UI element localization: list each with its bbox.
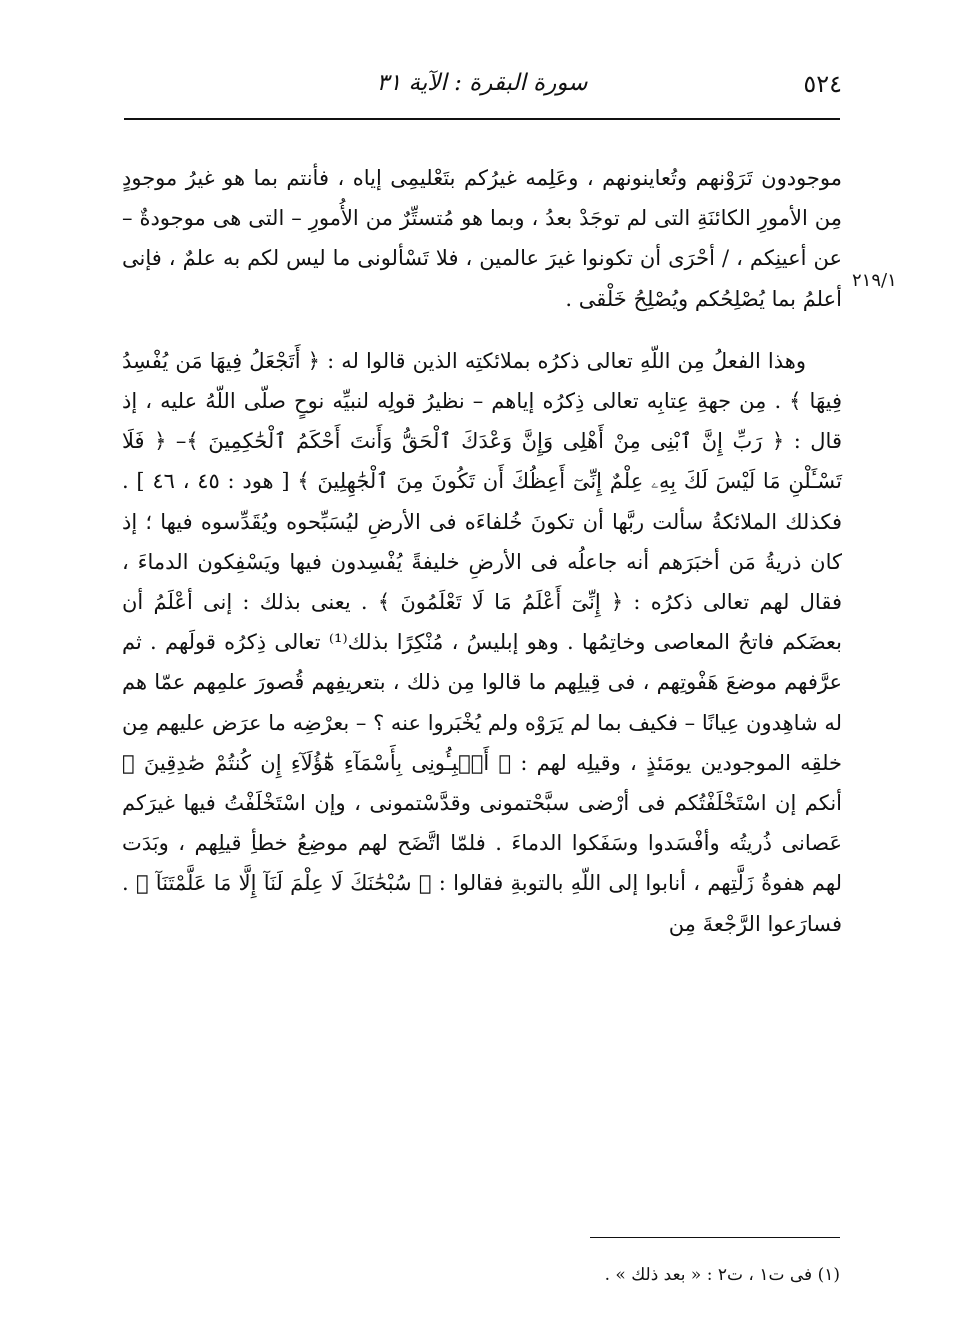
margin-reference: ٢١٩/١ (852, 270, 897, 291)
paragraph: وهذا الفعلُ مِن اللّهِ تعالى ذكرُه بملائكتِه الذين قالوا له : ﴿ أَتَجْعَلُ فِيهَا مَن يُفْسِدُ فِيهَا ﴾ . مِن جهةِ عِتابِه تعالى ذِكرُه إياهم – نظيرُ قولِه لنبيِّه نوحٍ صلّى اللّهُ عليه ، إذ قال : ﴿ رَبِّ إِنَّ ٱبْنِى مِنْ أَهْلِى وَإِنَّ وَعْدَكَ ٱلْحَقُّ وَأَنتَ أَحْكَمُ ٱلْحَٰكِمِينَ ﴾– ﴿ فَلَا تَسْـَٔلْنِ مَا لَيْسَ لَكَ بِهِۦ عِلْمٌ إِنِّىٓ أَعِظُكَ أَن تَكُونَ مِنَ ٱلْجَٰهِلِينَ ﴾ [ هود : ٤٥ ، ٤٦ ] . فكذلك الملائكةُ سألت ربَّها أن تكونَ خُلفاءَه فى الأرضِ ليُسَبِّحوه ويُقَدِّسوه فيها ؛ إذ كان ذريةُ مَن أخبَرَهم أنه جاعلُه فى الأرضِ خليفةً يُفْسِدون فيها ويَسْفِكون الدماءَ ، فقال لهم تعالى ذكرُه : ﴿ إِنِّىٓ أَعْلَمُ مَا لَا تَعْلَمُونَ ﴾ . يعنى بذلك : إنى أعْلَمُ أن بعضَكم فاتحُ المعاصى وخاتِمُها . وهو إبليسُ ، مُنْكِرًا بذلك⁽¹⁾ تعالى ذِكرُه قولَهم . ثم عرَّفهم موضعَ هَفْوتِهم ، فى قِيلِهم ما قالوا مِن ذلك ، بتعريفِهم قُصورَ علمِهم عمّا هم له شاهِدون عِيانًا – فكيف بما لم يَرَوْه ولم يُخْبَروا عنه ؟ – بعرْضِه ما عرَض عليهم مِن خلقِه الموجودين يومَئذٍ ، وقيلِه لهم : ﴿ أَنۢبِـُٔونِى بِأَسْمَآءِ هَٰٓؤُلَآءِ إِن كُنتُمْ صَٰدِقِينَ ﴾ أنكم إن اسْتَخْلَفْتُكم فى أرْضى سبَّحْتمونى وقدَّسْتمونى ، وإن اسْتَخْلَفْتُ فيها غيرَكم عَصانى ذُريتُه وأفْسَدوا وسَفَكوا الدماءَ . فلمّا اتَّضَح لهم موضِعُ خطأِ قيلِهم ، وبَدَت لهم هفوةُ زَلَّتِهم ، أنابوا إلى اللّهِ بالتوبةِ فقالوا : ﴿ سُبْحَٰنَكَ لَا عِلْمَ لَنَآ إِلَّا مَا عَلَّمْتَنَآ ﴾ . فسارَعوا الرَّجْعةَ مِن (122, 348, 843, 936)
paragraph: موجودون تَرَوْنهم وتُعاينونهم ، وعَلِمه غيرُكم بتَعْليمِى إياه ، فأنتم بما هو غيرُ موجودٍ مِن الأمورِ الكائنَةِ التى لم توجَدْ بعدُ ، وبما هو مُتستِّرٌ من الأُمورِ – التى هى موجودةٌ – عن أعينِكم ، / أحْرَى أن تكونوا غيرَ عالمين ، فلا تَسْألونى ما ليس لكم به علمٌ ، فإنى أعلمُ بما يُصْلِحُكم ويُصْلِحُ خَلْقى . (122, 166, 842, 311)
footnote-rule (590, 1237, 840, 1238)
running-title: سورة البقرة : الآية ٣١ (376, 70, 588, 96)
body-text (122, 158, 842, 944)
page-header (122, 66, 842, 106)
page-number: ٥٢٤ (803, 70, 842, 98)
footnote: (١) فى ت١ ، ت٢ : « بعد ذلك » . (604, 1265, 840, 1285)
header-rule (124, 118, 840, 120)
